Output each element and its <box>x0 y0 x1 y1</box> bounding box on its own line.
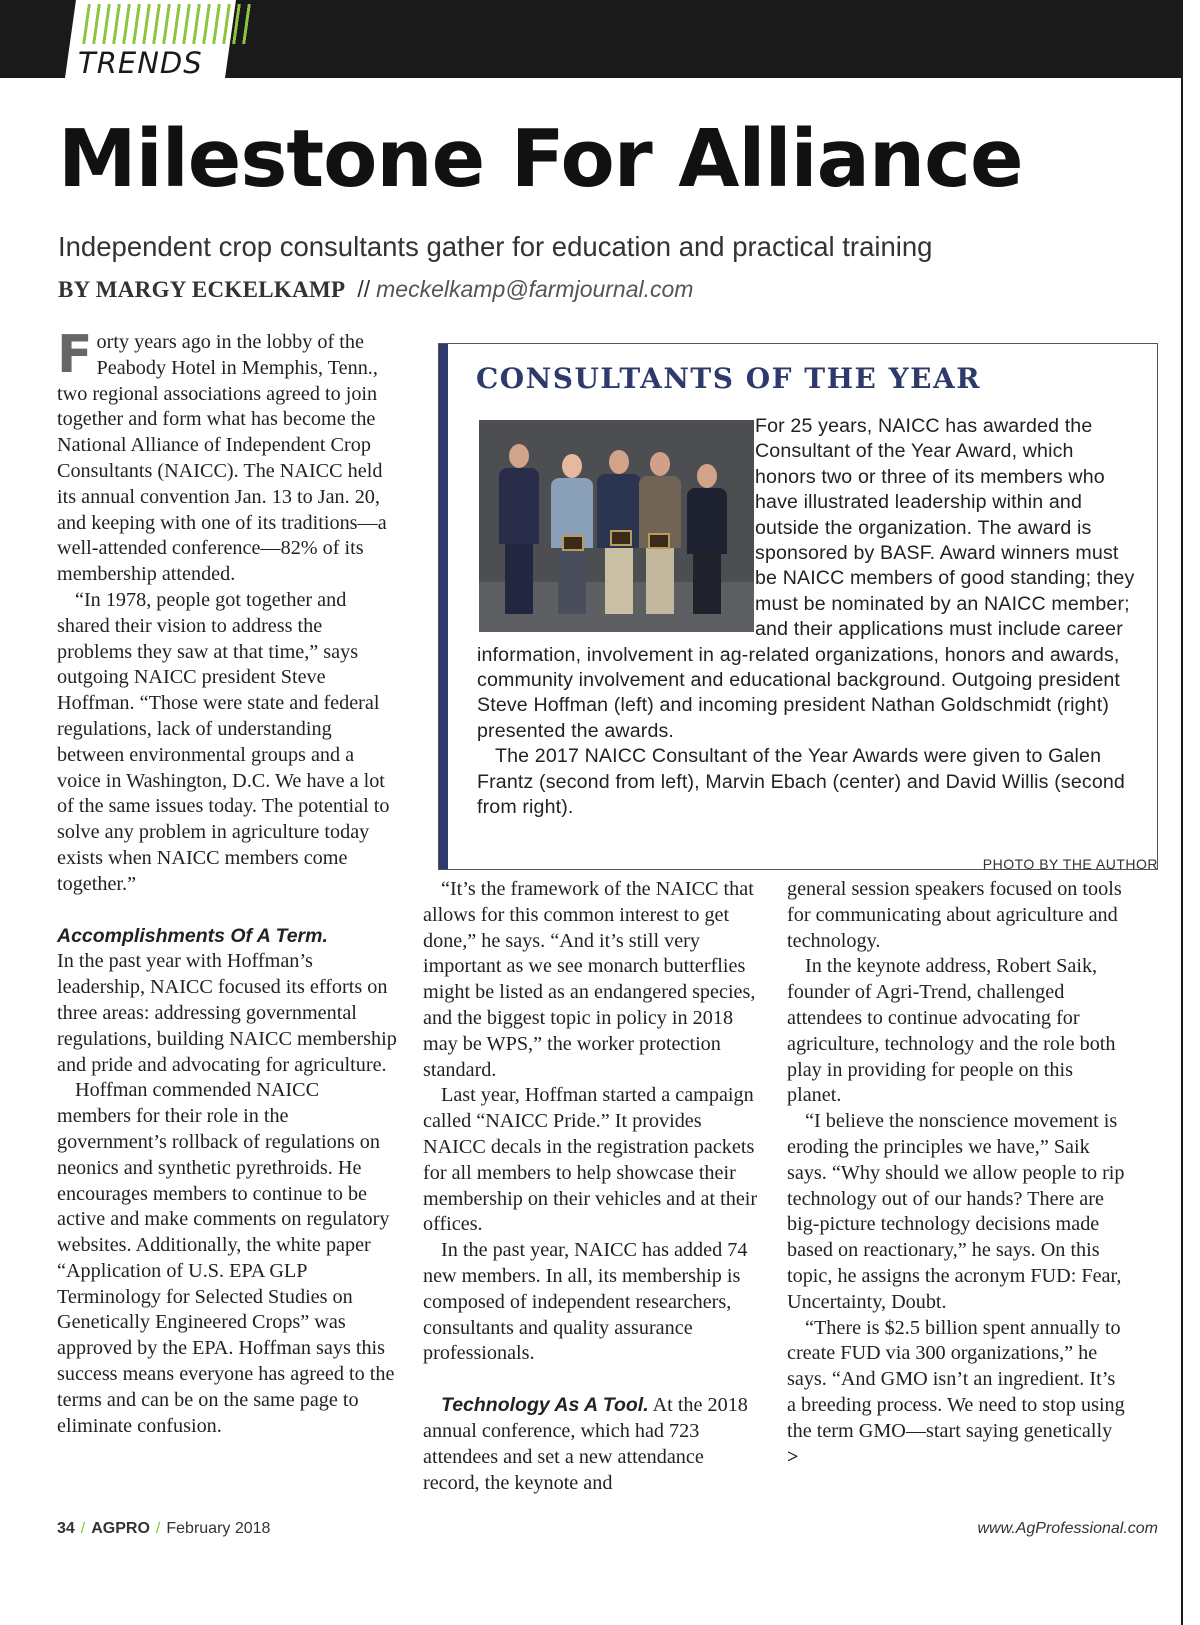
folio: 34 / AGPRO / February 2018 <box>57 1520 271 1537</box>
issue-date: February 2018 <box>166 1520 271 1537</box>
sidebar-paragraph: For 25 years, NAICC has awarded the Consultant of the Year Award, which honors two or three of its members who have illustrated leadership within and outside the organization. The award is sponsored by BASF. Award winners must be NAICC members of good standing; they must be nominated by an NAICC member; and their applications must include career information, involvement in ag-related organizations, honors and awards, community involvement and educational background. Outgoing president Steve Hoffman (left) and incoming president Nathan Goldschmidt (right) presented the awards. <box>477 415 1135 742</box>
sidebar-paragraph: The 2017 NAICC Consultant of the Year Awards were given to Galen Frantz (second from left), Marvin Ebach (center) and David Willis (second from right). <box>477 745 1125 819</box>
paragraph: Hoffman commended NAICC members for their role in the government’s rollback of regulations on neonics and synthetic pyrethroids. He encourages members to continue to be active and make comments on regulatory websites. Additionally, the white paper “Application of U.S. EPA GLP Terminology for Selected Studies on Genetically Engineered Crops” was approved by the EPA. Hoffman says this success means everyone has agreed to the terms and can be on the same page to eliminate confusion. <box>57 1079 395 1437</box>
paragraph: Forty years ago in the lobby of the Peabody Hotel in Memphis, Tenn., two regional associations agreed to join together and form what has become the National Alliance of Independent Crop Consultants (NAICC). The NAICC held its annual convention Jan. 13 to Jan. 20, and keeping with one of its traditions—a well-attended conference—82% of its membership attended. <box>57 325 387 586</box>
byline-separator: // <box>357 276 371 302</box>
sidebar-accent-bar <box>439 344 448 869</box>
paragraph: “I believe the nonscience movement is eroding the principles we have,” Saik says. “Why should we allow people to rip technology out of our hands? There are big-picture technology decisions made based on reactionary,” he says. On this topic, he assigns the acronym FUD: Fear, Uncertainty, Doubt. <box>787 1110 1125 1313</box>
drop-cap: F <box>57 325 93 385</box>
subheading: Accomplishments Of A Term. <box>57 924 328 947</box>
section-stripes <box>82 4 253 44</box>
paragraph: “It’s the framework of the NAICC that allows for this common interest to get done,” he says. “And it’s still very important as we see monarch butterflies might be listed as an endangered species, and the biggest topic in policy in 2018 may be WPS,” the worker protection standard. <box>423 878 756 1081</box>
paragraph: “There is $2.5 billion spent annually to create FUD via 300 organizations,” he says. “And GMO isn’t an ingredient. It’s a breeding process. We need to stop using the term GMO—start saying genetically > <box>787 1316 1125 1468</box>
section-label: TRENDS <box>78 46 203 80</box>
subheading: Technology As A Tool. <box>441 1394 649 1417</box>
paragraph: In the past year, NAICC has added 74 new members. In all, its membership is composed of independent researchers, consultants and quality assurance professionals. <box>423 1239 748 1365</box>
website-link[interactable]: www.AgProfessional.com <box>977 1520 1158 1537</box>
author-email[interactable]: meckelkamp@farmjournal.com <box>376 276 694 302</box>
paragraph: In the keynote address, Robert Saik, founder of Agri-Trend, challenged attendees to continue advocating for agriculture, technology and the role both play in providing for people on this planet. <box>787 955 1116 1107</box>
author-name: BY MARGY ECKELKAMP <box>58 277 346 302</box>
paragraph: “In 1978, people got together and shared their vision to address the problems they saw at that time,” says outgoing NAICC president Steve Hoffman. “Those were state and federal regulations, lack of understanding between environmental groups and a voice in Washington, D.C. We have a lot of the same issues today. The potential to solve any problem in agriculture today exists when NAICC members come together.” <box>57 588 390 895</box>
sidebar-box <box>438 343 1158 870</box>
continue-arrow: > <box>787 1445 799 1468</box>
magazine-name: AGPRO <box>91 1520 150 1537</box>
paragraph: Technology As A Tool. At the 2018 annual conference, which had 723 attendees and set a new attendance record, the keynote and <box>423 1394 748 1494</box>
page-number: 34 <box>57 1520 75 1537</box>
paragraph: Last year, Hoffman started a campaign called “NAICC Pride.” It provides NAICC decals in the registration packets for all members to help showcase their membership on their vehicles and at their offices. <box>423 1084 758 1236</box>
page-edge-rule <box>1181 0 1183 1625</box>
article-title: Milestone For Alliance <box>58 113 1023 205</box>
sidebar-title: CONSULTANTS OF THE YEAR <box>476 362 981 395</box>
paragraph: Accomplishments Of A Term. In the past year with Hoffman’s leadership, NAICC focused its efforts on three areas: addressing governmental regulations, building NAICC membership and pride and advocating for agriculture. <box>57 924 397 1076</box>
column-3 <box>787 877 1127 1470</box>
article-subtitle: Independent crop consultants gather for education and practical training <box>58 231 933 262</box>
paragraph: general session speakers focused on tools for communicating about agriculture and technology. <box>787 878 1122 952</box>
byline <box>58 276 693 303</box>
column-1 <box>57 325 397 1439</box>
sidebar-text <box>477 414 1137 821</box>
photo-credit: PHOTO BY THE AUTHOR <box>982 856 1158 872</box>
column-2 <box>423 877 763 1496</box>
